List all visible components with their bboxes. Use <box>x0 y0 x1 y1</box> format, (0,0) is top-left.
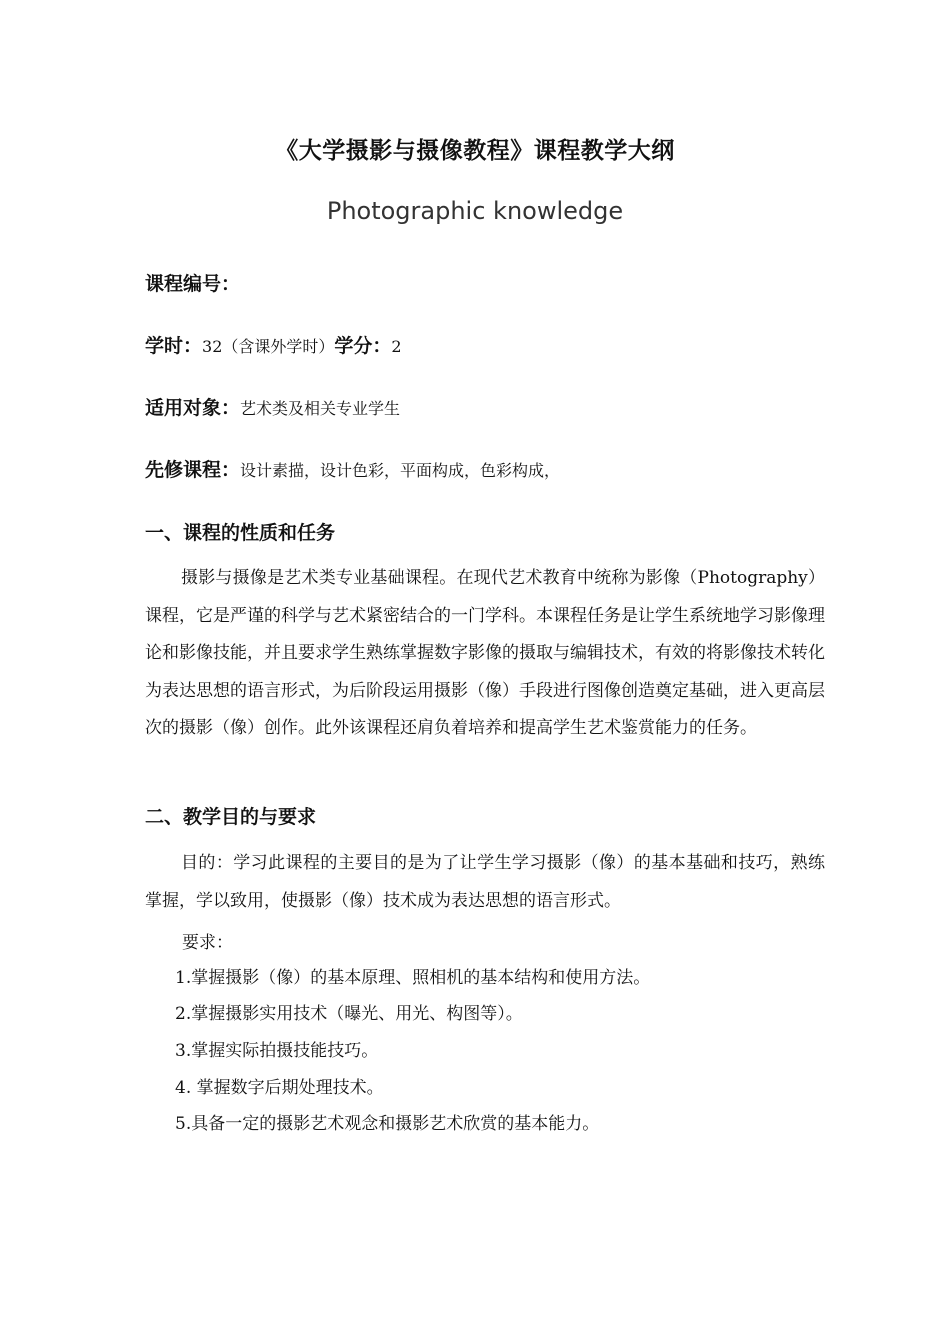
section-1-heading: 一、课程的性质和任务 <box>145 522 336 544</box>
document-subtitle: Photographic knowledge <box>326 197 624 225</box>
course-code-field <box>145 269 240 296</box>
requirements-label: 要求： <box>182 933 233 953</box>
audience-value: 艺术类及相关专业学生 <box>240 399 401 418</box>
course-code-label: 课程编号： <box>145 273 241 295</box>
prerequisites-label: 先修课程： <box>145 459 241 481</box>
credit-label: 学分： <box>334 335 392 357</box>
requirement-item-3: 3.掌握实际拍摄技能技巧。 <box>175 1041 379 1061</box>
document-title: 《大学摄影与摄像教程》课程教学大纲 <box>275 138 675 164</box>
credit-value: 2 <box>391 337 402 356</box>
section-2-heading: 二、教学目的与要求 <box>145 806 317 828</box>
section-1-paragraph: 摄影与摄像是艺术类专业基础课程。在现代艺术教育中统称为影像（Photography）课程，它是严谨的科学与艺术紧密结合的一门学科。本课程任务是让学生系统地学习影像理论和影像技能，并且要求学生熟练掌握数字影像的摄取与编辑技术，有效的将影像技术转化为表达思想的语言形式，为后阶段运用摄影（像）手段进行图像创造奠定基础，进入更高层次的摄影（像）创作。此外该课程还肩负着培养和提高学生艺术鉴赏能力的任务。 <box>145 568 825 738</box>
hours-field <box>145 331 402 358</box>
prerequisites-field <box>145 455 560 482</box>
requirement-item-5: 5.具备一定的摄影艺术观念和摄影艺术欣赏的基本能力。 <box>175 1114 600 1134</box>
hours-label: 学时： <box>145 335 203 357</box>
hours-value: 32（含课外学时） <box>202 337 335 356</box>
requirement-item-1: 1.掌握摄影（像）的基本原理、照相机的基本结构和使用方法。 <box>175 968 651 988</box>
audience-label: 适用对象： <box>145 397 241 419</box>
audience-field <box>145 393 400 420</box>
requirement-item-4: 4. 掌握数字后期处理技术。 <box>175 1078 384 1098</box>
requirement-item-2: 2.掌握摄影实用技术（曝光、用光、构图等）。 <box>175 1004 523 1024</box>
purpose-paragraph: 目的：学习此课程的主要目的是为了让学生学习摄影（像）的基本基础和技巧，熟练掌握，学以致用，使摄影（像）技术成为表达思想的语言形式。 <box>145 853 825 911</box>
prerequisites-value: 设计素描，设计色彩，平面构成，色彩构成， <box>240 461 561 480</box>
